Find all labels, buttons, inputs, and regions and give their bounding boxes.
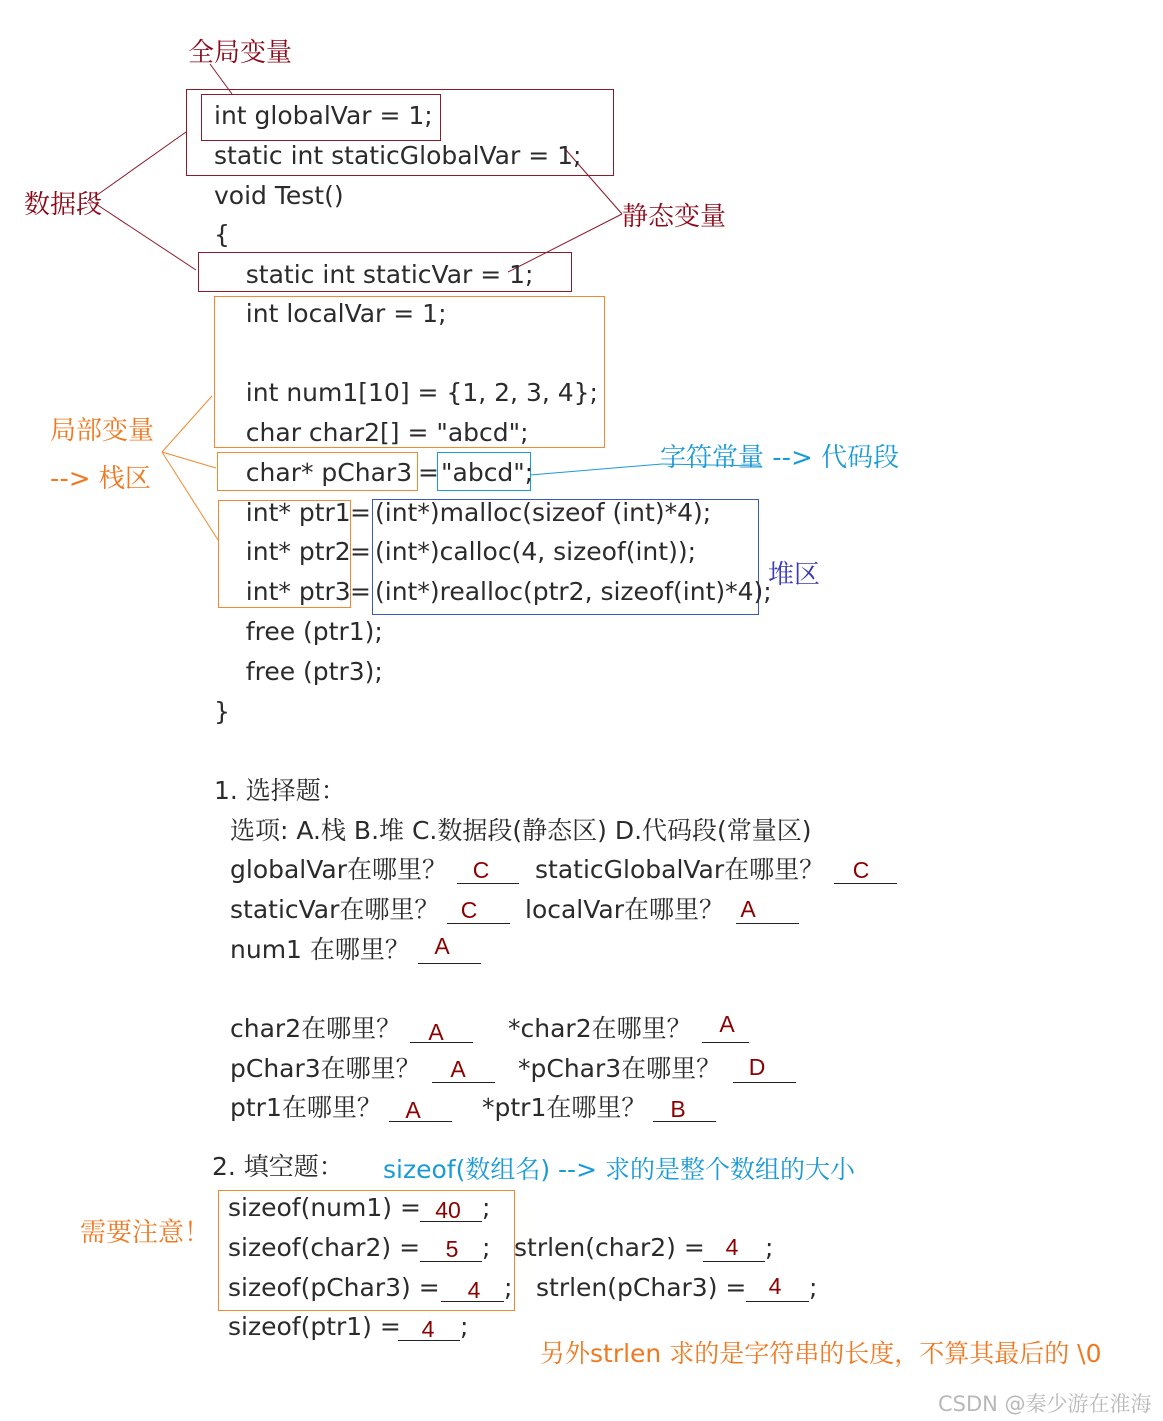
line-data-seg-top [90, 132, 186, 200]
fill-semi-6: ; [460, 1312, 469, 1341]
code-line-11-calloc: (int*)calloc(4, sizeof(int)); [375, 537, 696, 566]
fill-value-3: 4 [725, 1234, 739, 1260]
code-line-8: char char2[] = "abcd"; [214, 418, 529, 447]
code-line-12-realloc: (int*)realloc(ptr2, sizeof(int)*4); [375, 577, 772, 606]
label-const-to-code: 字符常量 --> 代码段 [660, 443, 900, 473]
section1-options: 选项: A.栈 B.堆 C.数据段(静态区) D.代码段(常量区) [230, 816, 812, 845]
code-line-13: free (ptr1); [214, 617, 383, 646]
code-line-10-eq: = [350, 498, 371, 527]
code-line-9-decl: char* pChar3 [214, 458, 413, 487]
code-line-6: int localVar = 1; [214, 299, 447, 328]
question-local-var: localVar在哪里？ [525, 895, 725, 924]
line-local-bottom [162, 452, 218, 540]
fill-value-2: 5 [445, 1236, 459, 1262]
answer-9: D [748, 1054, 766, 1080]
fill-sizeof-ptr1: sizeof(ptr1) = [228, 1312, 409, 1341]
answer-7: A [719, 1011, 735, 1037]
label-global-var: 全局变量 [188, 38, 293, 68]
fill-semi-4: ; [504, 1273, 513, 1302]
answer-5: A [434, 933, 450, 959]
question-static-var: staticVar在哪里？ [230, 895, 440, 924]
label-heap: 堆区 [768, 560, 821, 590]
question-num1: num1 在哪里？ [230, 935, 410, 964]
label-data-segment: 数据段 [24, 190, 103, 220]
fill-sizeof-char2: sizeof(char2) = [228, 1233, 429, 1262]
code-line-10-malloc: (int*)malloc(sizeof (int)*4); [375, 498, 712, 527]
fill-sizeof-num1: sizeof(num1) = [228, 1193, 429, 1222]
question-char2: char2在哪里？ [230, 1014, 402, 1043]
code-line-4: { [214, 220, 230, 249]
question-pchar3: pChar3在哪里？ [230, 1054, 421, 1083]
code-line-2: static int staticGlobalVar = 1; [214, 141, 582, 170]
code-line-10-decl: int* ptr1 [214, 498, 351, 527]
label-attention: 需要注意！ [80, 1218, 211, 1248]
question-static-global-var: staticGlobalVar在哪里？ [535, 855, 825, 884]
section1-title: 1. 选择题： [214, 776, 346, 805]
answer-4: A [740, 896, 756, 922]
question-deref-ptr1: *ptr1在哪里？ [482, 1093, 647, 1122]
fill-value-1: 40 [435, 1197, 461, 1223]
fill-value-5: 4 [768, 1273, 782, 1299]
code-line-11-eq: = [350, 537, 371, 566]
fill-blank-5 [746, 1301, 809, 1302]
answer-blank-4 [736, 923, 799, 924]
watermark: CSDN @秦少游在淮海 [938, 1392, 1152, 1416]
fill-strlen-pchar3: strlen(pChar3) = [536, 1273, 755, 1302]
fill-semi-3: ; [765, 1233, 774, 1262]
answer-6: A [428, 1019, 444, 1045]
answer-10: A [405, 1097, 421, 1123]
line-data-seg-bottom [90, 200, 196, 270]
fill-semi-1: ; [482, 1193, 491, 1222]
answer-2: C [852, 857, 870, 883]
answer-8: A [450, 1056, 466, 1082]
code-line-9-literal: "abcd"; [441, 458, 534, 487]
answer-blank-7 [702, 1042, 749, 1043]
fill-semi-5: ; [809, 1273, 818, 1302]
code-line-15: } [214, 697, 230, 726]
label-local-var: 局部变量 [50, 416, 155, 446]
sizeof-note: sizeof(数组名) --> 求的是整个数组的大小 [383, 1155, 855, 1184]
question-deref-char2: *char2在哪里？ [508, 1014, 692, 1043]
question-global-var: globalVar在哪里？ [230, 855, 448, 884]
strlen-note: 另外strlen 求的是字符串的长度，不算其最后的 \0 [540, 1339, 1102, 1368]
answer-11: B [670, 1096, 686, 1122]
answer-3: C [460, 897, 478, 923]
label-stack: --> 栈区 [50, 464, 151, 494]
label-static-var: 静态变量 [622, 202, 727, 232]
fill-value-6: 4 [421, 1316, 435, 1342]
code-line-14: free (ptr3); [214, 657, 383, 686]
code-line-3: void Test() [214, 181, 344, 210]
fill-blank-3 [703, 1261, 765, 1262]
code-line-5: static int staticVar = 1; [214, 260, 534, 289]
code-line-12-eq: = [350, 577, 371, 606]
line-const [530, 464, 662, 475]
code-line-11-decl: int* ptr2 [214, 537, 351, 566]
answer-1: C [472, 857, 490, 883]
question-ptr1: ptr1在哪里？ [230, 1093, 382, 1122]
code-line-1: int globalVar = 1; [214, 101, 433, 130]
fill-semi-2: ; [482, 1233, 491, 1262]
answer-blank-9 [733, 1082, 796, 1083]
fill-value-4: 4 [467, 1277, 481, 1303]
code-line-9-eq: = [418, 458, 439, 487]
code-line-12-decl: int* ptr3 [214, 577, 351, 606]
code-line-7: int num1[10] = {1, 2, 3, 4}; [214, 378, 598, 407]
fill-sizeof-pchar3: sizeof(pChar3) = [228, 1273, 448, 1302]
answer-blank-5 [418, 963, 481, 964]
fill-strlen-char2: strlen(char2) = [514, 1233, 713, 1262]
question-deref-pchar3: *pChar3在哪里？ [518, 1054, 722, 1083]
section2-title: 2. 填空题： [212, 1152, 344, 1181]
line-local-top [162, 396, 212, 452]
